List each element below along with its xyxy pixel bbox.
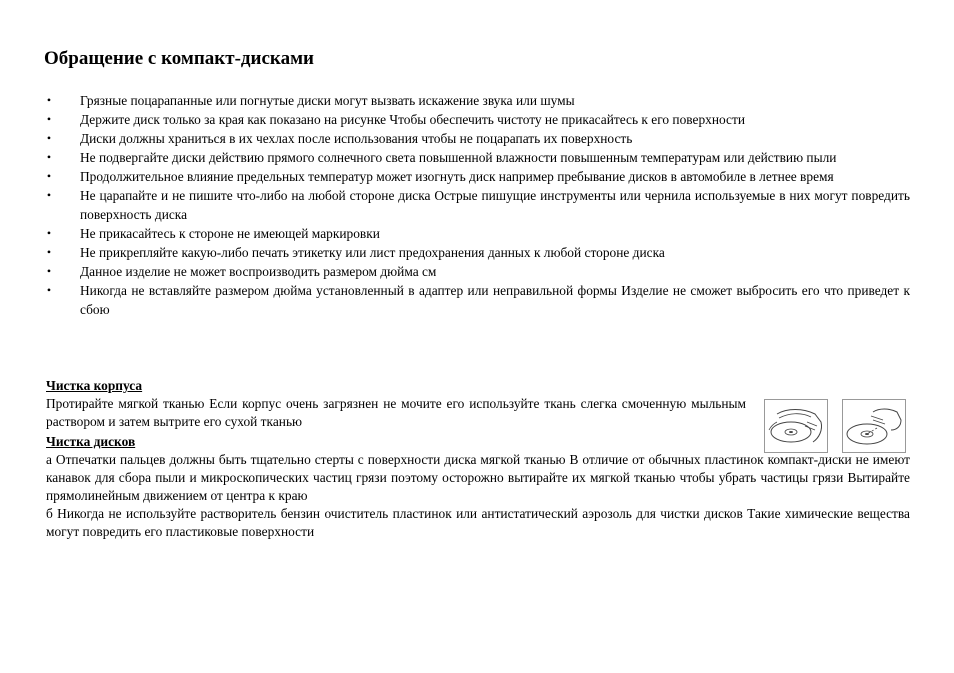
bullet-icon: • bbox=[46, 169, 52, 183]
bullet-icon: • bbox=[46, 93, 52, 107]
list-item bbox=[44, 186, 910, 224]
list-item-text: Не прикасайтесь к стороне не имеющей маркировки bbox=[80, 226, 380, 241]
bullet-icon: • bbox=[46, 226, 52, 240]
disc-cleaning-heading: Чистка дисков bbox=[46, 434, 136, 449]
disc-cleaning-para-b: б Никогда не используйте растворитель бензин очиститель пластинок или антистатический аэрозоль для чистки дисков Такие химические вещества могут повредить его пластиковые поверхности bbox=[46, 506, 910, 539]
list-item bbox=[44, 262, 910, 281]
case-cleaning-text: Протирайте мягкой тканью Если корпус очень загрязнен не мочите его используйте ткань слегка смоченную мыльным раствором и затем вытрите его сухой тканью bbox=[46, 396, 746, 429]
list-item-text: Данное изделие не может воспроизводить размером дюйма см bbox=[80, 264, 437, 279]
disc-cleaning-section bbox=[46, 433, 910, 541]
page-title: Обращение с компакт-дисками bbox=[44, 48, 314, 69]
list-item bbox=[44, 224, 910, 243]
list-item bbox=[44, 110, 910, 129]
handling-rules-list bbox=[44, 91, 910, 319]
case-cleaning-heading: Чистка корпуса bbox=[46, 378, 143, 393]
list-item bbox=[44, 167, 910, 186]
bullet-icon: • bbox=[46, 112, 52, 126]
list-item-text: Не подвергайте диски действию прямого солнечного света повышенной влажности повышенным температурам или действию пыли bbox=[80, 150, 837, 165]
list-item bbox=[44, 148, 910, 167]
bullet-icon: • bbox=[46, 283, 52, 297]
list-item bbox=[44, 243, 910, 262]
list-item bbox=[44, 281, 910, 319]
list-item-text: Грязные поцарапанные или погнутые диски могут вызвать искажение звука или шумы bbox=[80, 93, 575, 108]
bullet-icon: • bbox=[46, 264, 52, 278]
bullet-icon: • bbox=[46, 150, 52, 164]
list-item-text: Держите диск только за края как показано на рисунке Чтобы обеспечить чистоту не прикасайтесь к его поверхности bbox=[80, 112, 746, 127]
bullet-icon: • bbox=[46, 131, 52, 145]
list-item bbox=[44, 129, 910, 148]
list-item-text: Не царапайте и не пишите что-либо на любой стороне диска Острые пишущие инструменты или чернила используемые в них могут повредить поверхность диска bbox=[80, 188, 910, 222]
bullet-icon: • bbox=[46, 245, 52, 259]
disc-cleaning-para-a: а Отпечатки пальцев должны быть тщательно стерты с поверхности диска мягкой тканью В отличие от обычных пластинок компакт-диски не имеют канавок для сбора пыли и микроскопических частиц грязи поэтому осторожно вытирайте их мягкой тканью чтобы убрать частицы грязи Вытирайте прямолинейным движением от центра к краю bbox=[46, 452, 910, 503]
case-cleaning-section bbox=[46, 377, 746, 431]
list-item-text: Не прикрепляйте какую-либо печать этикетку или лист предохранения данных к любой стороне диска bbox=[80, 245, 665, 260]
bullet-icon: • bbox=[46, 188, 52, 202]
list-item-text: Диски должны храниться в их чехлах после использования чтобы не поцарапать их поверхность bbox=[80, 131, 633, 146]
list-item-text: Продолжительное влияние предельных температур может изогнуть диск например пребывание дисков в автомобиле в летнее время bbox=[80, 169, 834, 184]
list-item-text: Никогда не вставляйте размером дюйма установленный в адаптер или неправильной формы Изделие не сможет выбросить его что приведет к сбою bbox=[80, 283, 910, 317]
list-item bbox=[44, 91, 910, 110]
